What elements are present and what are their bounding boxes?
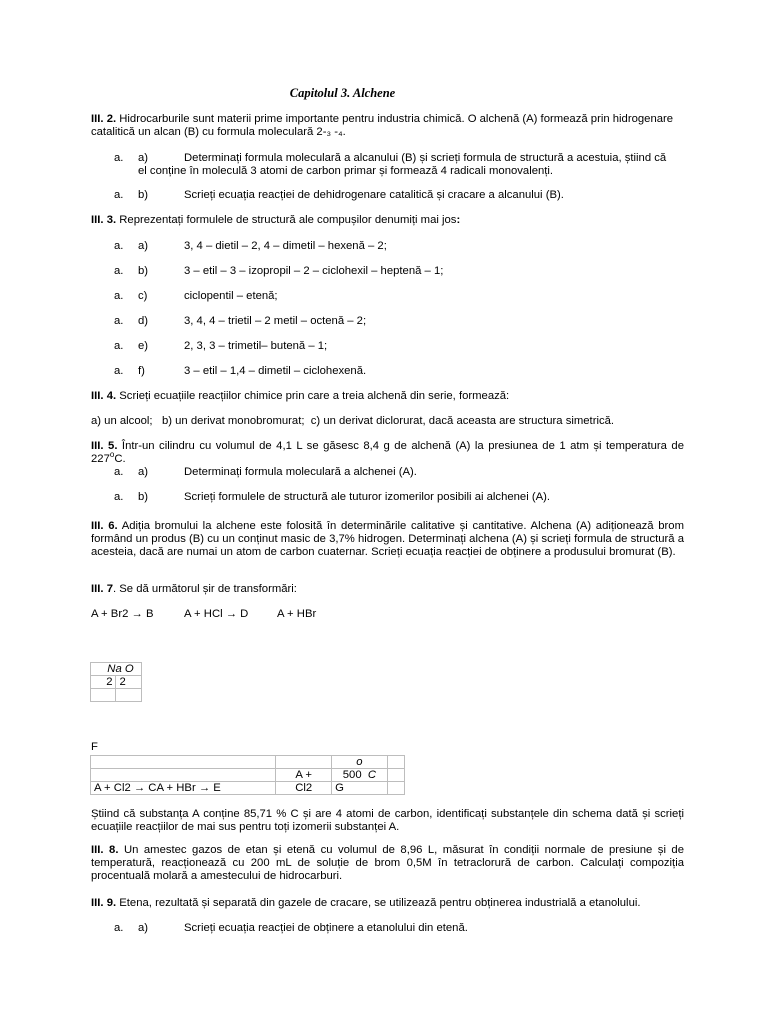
- item-marker: a.: [114, 491, 124, 503]
- exercise-text: Scrieți ecuațiile reacțiilor chimice prin care a treia alchenă din serie, formează:: [116, 390, 510, 402]
- item-text: 2, 3, 3 – trimetil– butenă – 1;: [184, 340, 328, 352]
- scheme-table-naoh: [90, 662, 142, 702]
- exercise-iii-9: [91, 897, 684, 910]
- label-f: F: [91, 741, 98, 753]
- reaction-hbr: A + HBr: [277, 608, 317, 620]
- scheme-table-cl2: [90, 755, 405, 795]
- exercise-text: Hidrocarburile sunt materii prime importante pentru industria chimică. O alchenă (A) formează prin hidrogenare catalitică un alcan (B) cu formula moleculară: [91, 113, 674, 138]
- item-letter: c): [138, 290, 148, 302]
- item-letter: d): [138, 315, 149, 327]
- temperature-unit: C.: [114, 453, 126, 465]
- item-letter: b): [138, 265, 149, 277]
- item-letter: a): [138, 466, 149, 478]
- molecular-formula: 2-₃ -₄: [316, 126, 343, 138]
- exercise-options: a) un alcool; b) un derivat monobromurat; c) un derivat diclorurat, dacă aceasta are structura simetrică.: [91, 415, 615, 427]
- exercise-text: Reprezentați formulele de structură ale compușilor denumiți mai jos: [116, 214, 457, 226]
- exercise-text: Adiția bromului la alchene este folosită în determinările calitative și cantitative. Alchena (A) adiționează brom formând un produs (B) cu un conținut masic de 3,7% hidrogen. Determinați alchena (A) și scrieți formula de structură a acesteia, dacă are numai un atom de carbon cuaternar. Scrieți ecuația reacției de obținere a produsului bromurat (B).: [91, 520, 684, 558]
- item-letter: e): [138, 340, 149, 352]
- exercise-text: Un amestec gazos de etan și etenă cu volumul de 8,96 L, măsurat în condiții normale de presiune și de temperatură, reacționează cu 200 mL de soluție de brom 0,5M în tetraclorură de carbon. Calculați compoziția procentuală molară a amestecului de hidrocarburi.: [91, 844, 684, 882]
- item-marker: a.: [114, 290, 124, 302]
- item-marker: a.: [114, 365, 124, 377]
- table-cell: 2: [116, 676, 142, 689]
- exercise-number: III. 4.: [91, 390, 117, 402]
- item-text: 3, 4, 4 – trietil – 2 metil – octenă – 2;: [184, 315, 367, 327]
- label-o: O: [124, 663, 134, 675]
- reaction-br2: A + Br2 → B: [91, 608, 154, 620]
- reaction-hcl: A + HCl → D: [184, 608, 249, 620]
- item-marker: a.: [114, 922, 124, 934]
- exercise-number: III. 8.: [91, 844, 119, 856]
- item-letter: a): [138, 152, 149, 164]
- temperature-500: 500: [342, 769, 362, 781]
- item-marker: a.: [114, 152, 124, 164]
- exercise-iii-7-after: Știind că substanța A conține 85,71 % C și are 4 atomi de carbon, identificați substanțele din schema dată și scrieți ecuațiile reacțiilor de mai sus pentru toți izomerii substanței A.: [91, 808, 684, 833]
- item-text: Scrieți formulele de structură ale tuturor izomerilor posibili ai alchenei (A).: [184, 491, 551, 503]
- item-letter: f): [138, 365, 145, 377]
- table-header-cell: [91, 663, 142, 676]
- table-cell: 2: [91, 676, 116, 689]
- item-text: Determinați formula moleculară a alchenei (A).: [184, 466, 417, 478]
- item-text: Scrieți ecuația reacției de dehidrogenare catalitică și cracare a alcanului (B).: [184, 189, 564, 201]
- degree-sign: o: [109, 450, 115, 460]
- item-text: 3, 4 – dietil – 2, 4 – dimetil – hexenă – 2;: [184, 240, 387, 252]
- exercise-text: Etena, rezultată și separată din gazele de cracare, se utilizează pentru obținerea industrială a etanolului.: [116, 897, 641, 909]
- exercise-iii-3: [91, 214, 684, 227]
- item-letter: a): [138, 922, 149, 934]
- exercise-number: III. 9.: [91, 897, 117, 909]
- item-marker: a.: [114, 240, 124, 252]
- product-g: G: [332, 782, 388, 795]
- temperature-value: 227: [91, 453, 110, 465]
- reactant-a: A +: [276, 769, 332, 782]
- item-text: 3 – etil – 3 – izopropil – 2 – ciclohexil – heptenă – 1;: [184, 265, 444, 277]
- exercise-text: Într-un cilindru cu volumul de 4,1 L se găsesc 8,4 g de alchenă (A) la presiunea de 1 atm și temperatura de: [117, 440, 684, 452]
- exercise-number: III. 6.: [91, 520, 118, 532]
- item-marker: a.: [114, 189, 124, 201]
- reactant-cl2: Cl2: [276, 782, 332, 795]
- reaction-chain: A + Cl2 → CA + HBr → E: [91, 782, 276, 795]
- exercise-number: III. 5.: [91, 440, 118, 452]
- exercise-number: III. 3.: [91, 214, 117, 226]
- item-text: Scrieți ecuația reacției de obținere a etanolului din etenă.: [184, 922, 468, 934]
- item-text: 3 – etil – 1,4 – dimetil – ciclohexenă.: [184, 365, 367, 377]
- item-text-continued: el conține în moleculă 3 atomi de carbon primar și formează 4 radicali monovalenți.: [138, 164, 554, 177]
- item-marker: a.: [114, 340, 124, 352]
- exercise-number: III. 2.: [91, 113, 117, 125]
- item-letter: b): [138, 189, 149, 201]
- page-title: Capitolul 3. Alchene: [289, 86, 396, 100]
- exercise-iii-7: [91, 583, 684, 596]
- exercise-iii-4-options: [91, 415, 684, 428]
- item-marker: a.: [114, 265, 124, 277]
- label-na: Na: [107, 663, 122, 675]
- exercise-iii-8: [91, 844, 684, 883]
- exercise-iii-5: [91, 440, 684, 466]
- exercise-iii-4: [91, 390, 684, 403]
- item-text: Determinați formula moleculară a alcanului (B) și scrieți formula de structură a acestuia, știind că: [184, 152, 667, 164]
- degree-mark: o: [332, 756, 388, 769]
- item-letter: a): [138, 240, 149, 252]
- colon: :: [456, 214, 461, 226]
- period: .: [342, 126, 346, 138]
- item-marker: a.: [114, 466, 124, 478]
- exercise-iii-6: [91, 520, 684, 559]
- exercise-number: III. 7: [91, 583, 113, 595]
- exercise-iii-2: [91, 113, 684, 139]
- item-text: ciclopentil – etenă;: [184, 290, 278, 302]
- item-letter: b): [138, 491, 149, 503]
- item-marker: a.: [114, 315, 124, 327]
- unit-c: C: [367, 769, 377, 781]
- exercise-text: . Se dă următorul șir de transformări:: [112, 583, 297, 595]
